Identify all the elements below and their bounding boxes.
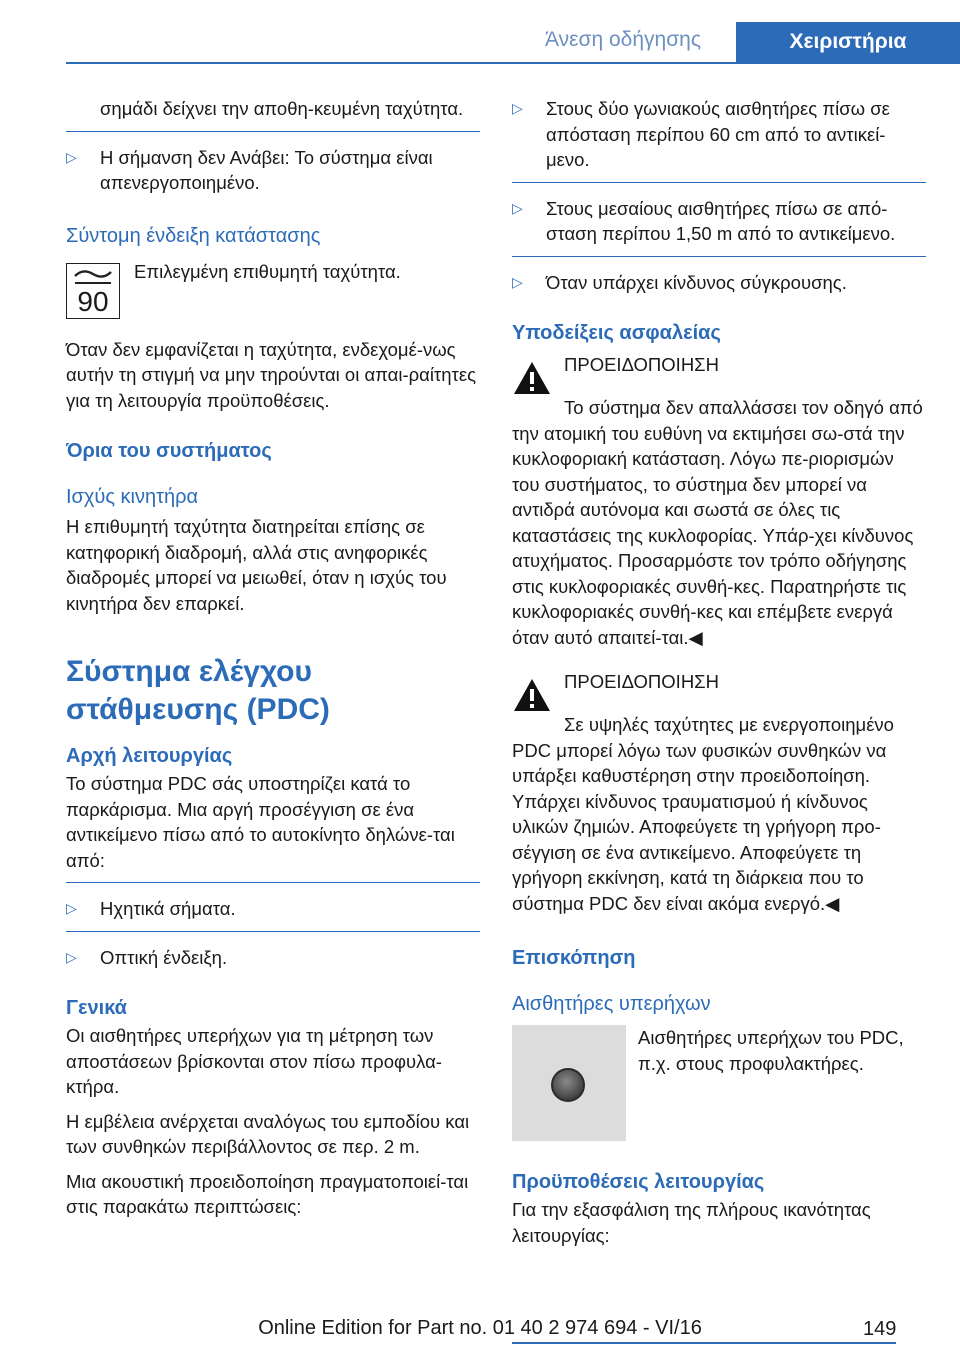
warning-label: ΠΡΟΕΙΔΟΠΟΙΗΣΗ <box>564 354 719 375</box>
warning-block <box>512 669 926 916</box>
heading-general: Γενικά <box>66 997 127 1019</box>
chapter-tab: Χειριστήρια <box>736 22 960 62</box>
section-heading-pdc-line2: στάθμευσης (PDC) <box>66 693 330 726</box>
heading-sensors: Αισθητήρες υπερήχων <box>512 993 711 1015</box>
divider <box>512 256 926 257</box>
list-item-text: Στους μεσαίους αισθητήρες πίσω σε από-σταση περίπου 1,50 m από το αντικείμενο. <box>546 197 896 244</box>
section-heading-pdc-line1: Σύστημα ελέγχου <box>66 655 312 688</box>
list-item-text: Η σήμανση δεν Ανάβει: Το σύστημα είναι απενεργοποιημένο. <box>100 146 433 193</box>
header-rule <box>66 62 960 64</box>
paragraph: Το σύστημα PDC σάς υποστηρίζει κατά το παρκάρισμα. Μια αργή προσέγγιση σε ένα αντικείμενο πίσω από το αυτοκίνητο δηλώνε-ται από: <box>66 773 455 871</box>
list-item <box>512 270 926 296</box>
sensors-description: Αισθητήρες υπερήχων του PDC, π.χ. στους προφυλακτήρες. <box>638 1027 904 1074</box>
heading-status: Σύντομη ένδειξη κατάστασης <box>66 224 321 247</box>
paragraph: Η επιθυμητή ταχύτητα διατηρείται επίσης σε κατηφορική διαδρομή, αλλά στις ανηφορικές διαδρομές μπορεί να μειωθεί, όταν η ισχύς του κινητήρα δεν επαρκεί. <box>66 516 447 614</box>
list-item-text: Ηχητικά σήματα. <box>100 898 236 919</box>
warning-text: Σε υψηλές ταχύτητες με ενεργοποιημένο PDC μπορεί λόγω των φυσικών συνθηκών να υπάρξει καθυστέρηση στην προειδοποίηση. Υπάρχει κίνδυνος τραυματισμού ή κίνδυνος υλικών ζημιών. Αποφεύγετε τη γρήγορη προ-σέγγιση σε ένα αντικείμενο. Αποφεύγετε τη γρήγορη εκκίνηση, κατά τη διάρκεια που το σύστημα PDC δεν είναι ακόμα ενεργό.◀ <box>512 714 894 914</box>
speed-indicator-row <box>66 259 480 319</box>
sensor-row <box>512 1025 926 1141</box>
paragraph: Οι αισθητήρες υπερήχων για τη μέτρηση των αποστάσεων βρίσκονται στον πίσω προφυλα-κτήρα. <box>66 1025 442 1097</box>
continued-text: σημάδι δείχνει την αποθη-κευμένη ταχύτητα. <box>100 98 464 119</box>
speed-description: Επιλεγμένη επιθυμητή ταχύτητα. <box>134 260 401 282</box>
list-item-text: Όταν υπάρχει κίνδυνος σύγκρουσης. <box>546 271 847 293</box>
list-item <box>66 896 480 922</box>
footer-rule <box>512 1342 896 1344</box>
list-item-text: Στους δύο γωνιακούς αισθητήρες πίσω σε απόσταση περίπου 60 cm από το αντικεί-μενο. <box>546 98 890 170</box>
heading-prerequisites: Προϋποθέσεις λειτουργίας <box>512 1171 765 1193</box>
list-item-text: Οπτική ένδειξη. <box>100 946 228 968</box>
paragraph: Όταν δεν εμφανίζεται η ταχύτητα, ενδεχομέ-νως αυτήν τη στιγμή να μην τηρούνται οι απαι-ραίτητες για τη λειτουργία προϋποθέσεις. <box>66 338 476 411</box>
paragraph: Για την εξασφάλιση της πλήρους ικανότητας λειτουργίας: <box>512 1199 871 1246</box>
heading-overview: Επισκόπηση <box>512 947 636 969</box>
heading-safety: Υποδείξεις ασφαλείας <box>512 322 721 344</box>
warning-triangle-icon <box>512 360 552 396</box>
triangle-bullet-icon: ▷ <box>66 900 77 916</box>
warning-label: ΠΡΟΕΙΔΟΠΟΙΗΣΗ <box>564 671 719 692</box>
divider <box>66 882 480 883</box>
page-header <box>0 0 960 62</box>
speed-icon-value: 90 <box>77 285 109 317</box>
warning-triangle-icon <box>512 677 552 713</box>
divider <box>66 131 480 132</box>
section-title: Άνεση οδήγησης <box>545 28 701 51</box>
list-item <box>512 96 926 173</box>
left-column <box>66 96 480 1229</box>
paragraph: Η εμβέλεια ανέρχεται αναλόγως του εμποδίου και των συνθηκών περιβάλλοντος σε περ. 2 m. <box>66 1110 470 1157</box>
triangle-bullet-icon: ▷ <box>66 948 77 965</box>
paragraph: Μια ακουστική προειδοποίηση πραγματοποιεί-ται στις παρακάτω περιπτώσεις: <box>66 1170 469 1217</box>
list-item <box>512 196 926 247</box>
ultrasonic-sensor-image <box>512 1025 626 1141</box>
divider <box>66 931 480 932</box>
warning-text: Το σύστημα δεν απαλλάσσει τον οδηγό από την ατομική του ευθύνη να εκτιμήσει σω-στά την κυκλοφοριακή κατάσταση. Λόγω πε-ριορισμών του συστήματος, το σύστημα δεν μπορεί να αντιδρά αυτόνομα και σωστά σε όλες τις καταστάσεις της κυκλοφορίας. Υπάρ-χει κίνδυνος ατυχήματος. Προσαρμόστε τον τρόπο οδήγησης στις κυκλοφοριακές συνθή-κες. Παρατηρήστε τις κυκλοφοριακές συνθή-κες και επέμβετε ενεργά όταν αυτό απαιτεί-ται.◀ <box>512 397 923 648</box>
heading-principle: Αρχή λειτουργίας <box>66 745 233 767</box>
edition-text: Online Edition for Part no. 01 40 2 974 694 - VI/16 <box>258 1317 702 1339</box>
list-item <box>66 945 480 971</box>
triangle-bullet-icon: ▷ <box>512 273 523 290</box>
list-item <box>66 145 480 196</box>
triangle-bullet-icon: ▷ <box>512 199 523 216</box>
right-column <box>512 96 926 1257</box>
warning-block <box>512 352 926 650</box>
heading-limits: Όρια του συστήματος <box>66 440 272 462</box>
page-number: 149 <box>863 1318 897 1340</box>
speed-display-icon <box>66 263 120 319</box>
heading-engine: Ισχύς κινητήρα <box>66 486 199 508</box>
triangle-bullet-icon: ▷ <box>66 148 77 165</box>
divider <box>512 182 926 183</box>
triangle-bullet-icon: ▷ <box>512 100 523 116</box>
